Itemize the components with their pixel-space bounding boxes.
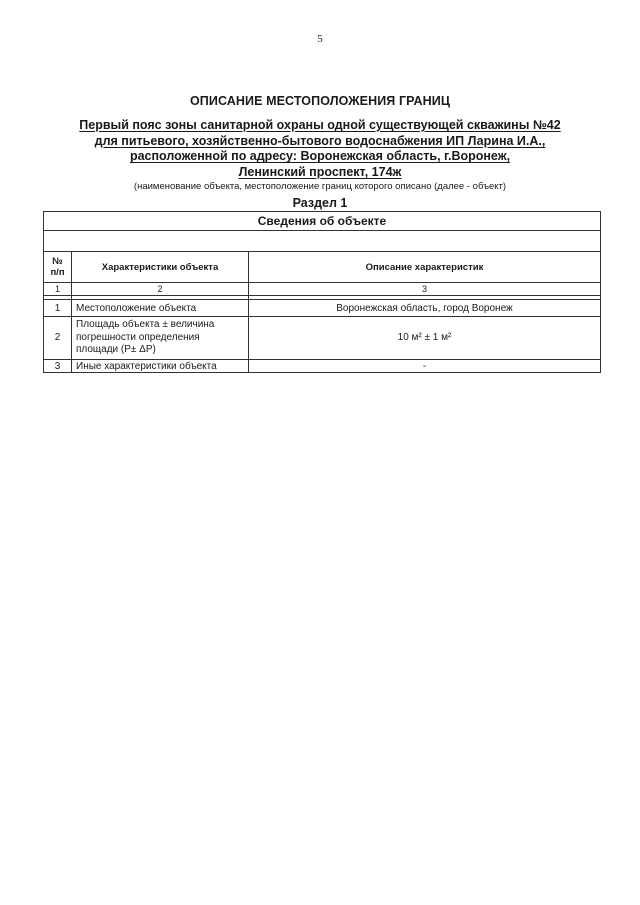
row-characteristic: Иные характеристики объекта xyxy=(72,360,249,373)
object-name-line: Первый пояс зоны санитарной охраны одной существующей скважины №42 xyxy=(79,118,561,132)
row-number: 3 xyxy=(44,360,72,373)
table-row xyxy=(44,317,601,360)
object-info-table xyxy=(43,211,601,373)
row-characteristic: Площадь объекта ± величина погрешности определения площади (P± ΔP) xyxy=(72,317,249,360)
column-header-characteristic: Характеристики объекта xyxy=(72,252,249,283)
column-number: 2 xyxy=(72,283,249,296)
column-header-description: Описание характеристик xyxy=(249,252,601,283)
row-number: 1 xyxy=(44,300,72,317)
object-name-line: для питьевого, хозяйственно-бытового водоснабжения ИП Ларина И.А., xyxy=(94,133,546,148)
row-number: 2 xyxy=(44,317,72,360)
row-description: - xyxy=(249,360,601,373)
object-name-line: расположенной по адресу: Воронежская область, г.Воронеж, xyxy=(129,149,511,164)
row-description: Воронежская область, город Воронеж xyxy=(249,300,601,317)
table-heading: Сведения об объекте xyxy=(44,212,601,231)
row-characteristic: Местоположение объекта xyxy=(72,300,249,317)
table-row xyxy=(44,300,601,317)
column-header-num: № п/п xyxy=(44,252,72,283)
table-blank-row xyxy=(44,231,601,252)
column-number: 1 xyxy=(44,283,72,296)
page-number: 5 xyxy=(317,33,323,45)
column-number: 3 xyxy=(249,283,601,296)
table-row xyxy=(44,360,601,373)
object-name xyxy=(40,118,600,180)
object-name-line: Ленинский проспект, 174ж xyxy=(238,164,402,179)
row-description: 10 м² ± 1 м² xyxy=(249,317,601,360)
document-title: ОПИСАНИЕ МЕСТОПОЛОЖЕНИЯ ГРАНИЦ xyxy=(189,94,451,108)
section-title: Раздел 1 xyxy=(292,196,348,210)
object-name-caption: (наименование объекта, местоположение границ которого описано (далее - объект) xyxy=(133,181,507,192)
